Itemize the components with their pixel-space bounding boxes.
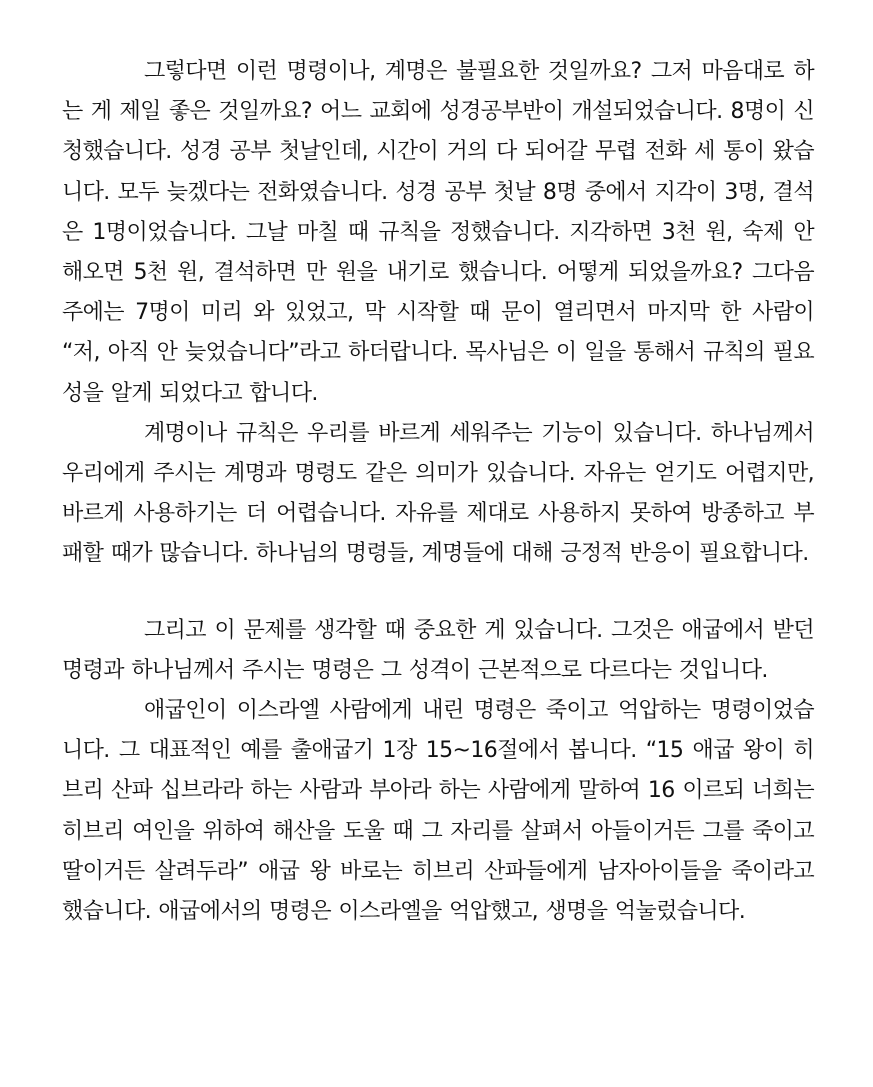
paragraph-commandments-function: 계명이나 규칙은 우리를 바르게 세워주는 기능이 있습니다. 하나님께서 우리에게 주시는 계명과 명령도 같은 의미가 있습니다. 자유는 얻기도 어렵지만, 바르게 사용하기는 더 어렵습니다. 자유를 제대로 사용하지 못하여 방종하고 부패할 때가 많습니다. 하나님의 명령들, 계명들에 대해 긍정적 반응이 필요합니다. <box>62 420 814 567</box>
document-page <box>62 52 814 932</box>
paragraph-egypt-vs-god: 그리고 이 문제를 생각할 때 중요한 게 있습니다. 그것은 애굽에서 받던 명령과 하나님께서 주시는 명령은 그 성격이 근본적으로 다르다는 것입니다. <box>62 617 814 683</box>
paragraph-egyptian-command: 애굽인이 이스라엘 사람에게 내린 명령은 죽이고 억압하는 명령이었습니다. 그 대표적인 예를 출애굽기 1장 15~16절에서 봅니다. “15 애굽 왕이 히브리 산파 십브라라 하는 사람과 부아라 하는 사람에게 말하여 16 이르되 너희는 히브리 여인을 위하여 해산을 도울 때 그 자리를 살펴서 아들이거든 그를 죽이고 딸이거든 살려두라” 애굽 왕 바로는 히브리 산파들에게 남자아이들을 죽이라고 했습니다. 애굽에서의 명령은 이스라엘을 억압했고, 생명을 억눌렀습니다. <box>62 698 814 925</box>
paragraph-rules-story: 그렇다면 이런 명령이나, 계명은 불필요한 것일까요? 그저 마음대로 하는 게 제일 좋은 것일까요? 어느 교회에 성경공부반이 개설되었습니다. 8명이 신청했습니다. 성경 공부 첫날인데, 시간이 거의 다 되어갈 무렵 전화 세 통이 왔습니다. 모두 늦겠다는 전화였습니다. 성경 공부 첫날 8명 중에서 지각이 3명, 결석은 1명이었습니다. 그날 마칠 때 규칙을 정했습니다. 지각하면 3천 원, 숙제 안 해오면 5천 원, 결석하면 만 원을 내기로 했습니다. 어떻게 되었을까요? 그다음 주에는 7명이 미리 와 있었고, 막 시작할 때 문이 열리면서 마지막 한 사람이 “저, 아직 안 늦었습니다”라고 하더랍니다. 목사님은 이 일을 통해서 규칙의 필요성을 알게 되었다고 합니다. <box>62 59 814 406</box>
section-gap <box>62 575 814 611</box>
